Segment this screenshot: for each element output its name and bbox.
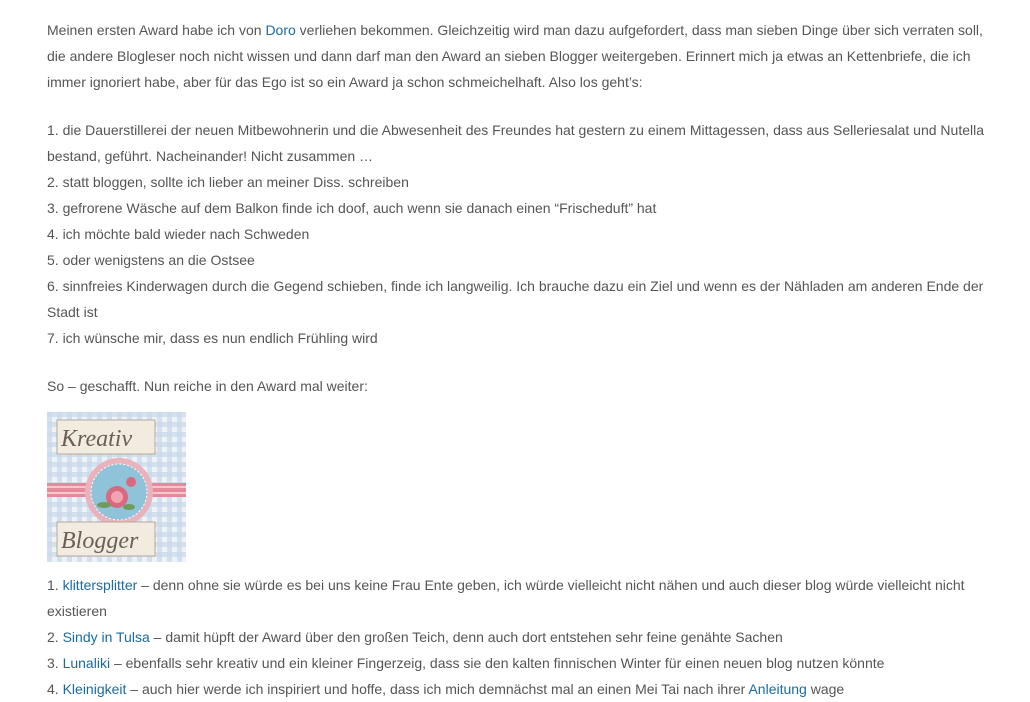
svg-text:Kreativ: Kreativ (61, 426, 133, 452)
blog-link-klittersplitter[interactable]: klittersplitter (62, 577, 138, 593)
list-item: 5. oder wenigstens an die Ostsee (47, 252, 255, 268)
list-item: 1. klittersplitter – denn ohne sie würde es bei uns keine Frau Ente geben, ich würde vielleicht nicht nähen und auch dieser blog würde vielleicht nicht existieren (47, 577, 965, 619)
list-item: 2. Sindy in Tulsa – damit hüpft der Award über den großen Teich, denn auch dort entstehen sehr feine genähte Sachen (47, 629, 783, 645)
list-item: 6. sinnfreies Kinderwagen durch die Gegend schieben, finde ich langweilig. Ich brauche dazu ein Ziel und wenn es der Nähladen am anderen Ende der Stadt ist (47, 278, 984, 320)
list-item: 4. Kleinigkeit – auch hier werde ich inspiriert und hoffe, dass ich mich demnächst mal an einen Mei Tai nach ihrer Anleitung wage (47, 681, 845, 697)
blog-link-kleinigkeit[interactable]: Kleinigkeit (62, 681, 127, 697)
list-item: 3. Lunaliki – ebenfalls sehr kreativ und ein kleiner Fingerzeig, dass sie den kalten finnischen Winter für einen neuen blog nutzen könnte (47, 655, 885, 671)
seven-facts-list (47, 117, 992, 351)
blog-link-lunaliki[interactable]: Lunaliki (62, 655, 111, 671)
list-item: 4. ich möchte bald wieder nach Schweden (47, 226, 310, 242)
blog-link-sindy-in-tulsa[interactable]: Sindy in Tulsa (62, 629, 150, 645)
list-item: 3. gefrorene Wäsche auf dem Balkon finde ich doof, auch wenn sie danach einen “Frischeduft” hat (47, 200, 657, 216)
kreativ-blogger-award-image (47, 412, 186, 562)
list-item: 1. die Dauerstillerei der neuen Mitbewohnerin und die Abwesenheit des Freundes hat gestern zu einem Mittagessen, dass aus Selleriesalat und Nutella bestand, geführt. Nacheinander! Nicht zusammen … (47, 122, 985, 164)
list-item: 7. ich wünsche mir, dass es nun endlich Frühling wird (47, 330, 378, 346)
intro-paragraph (47, 17, 992, 95)
nominated-blogs-list (47, 572, 992, 702)
anleitung-link[interactable]: Anleitung (748, 681, 807, 697)
intro-text-2: verliehen bekommen. Gleichzeitig wird man dazu aufgefordert, dass man sieben Dinge über sich verraten soll, die andere Blogleser noch nicht wissen und dann darf man den Award an sieben Blogger weitergeben. Erinnert mich ja etwas an Kettenbriefe, die ich immer ignoriert habe, aber für das Ego ist so ein Award ja schon schmeichelhaft. Also los geht’s: (47, 22, 983, 90)
outro-paragraph: So – geschafft. Nun reiche in den Award mal weiter: (47, 378, 368, 394)
intro-text-1: Meinen ersten Award habe ich von (47, 22, 266, 38)
list-item: 2. statt bloggen, sollte ich lieber an meiner Diss. schreiben (47, 174, 409, 190)
doro-link[interactable]: Doro (265, 22, 296, 38)
svg-text:Blogger: Blogger (61, 528, 139, 554)
blog-post-content (47, 17, 992, 702)
